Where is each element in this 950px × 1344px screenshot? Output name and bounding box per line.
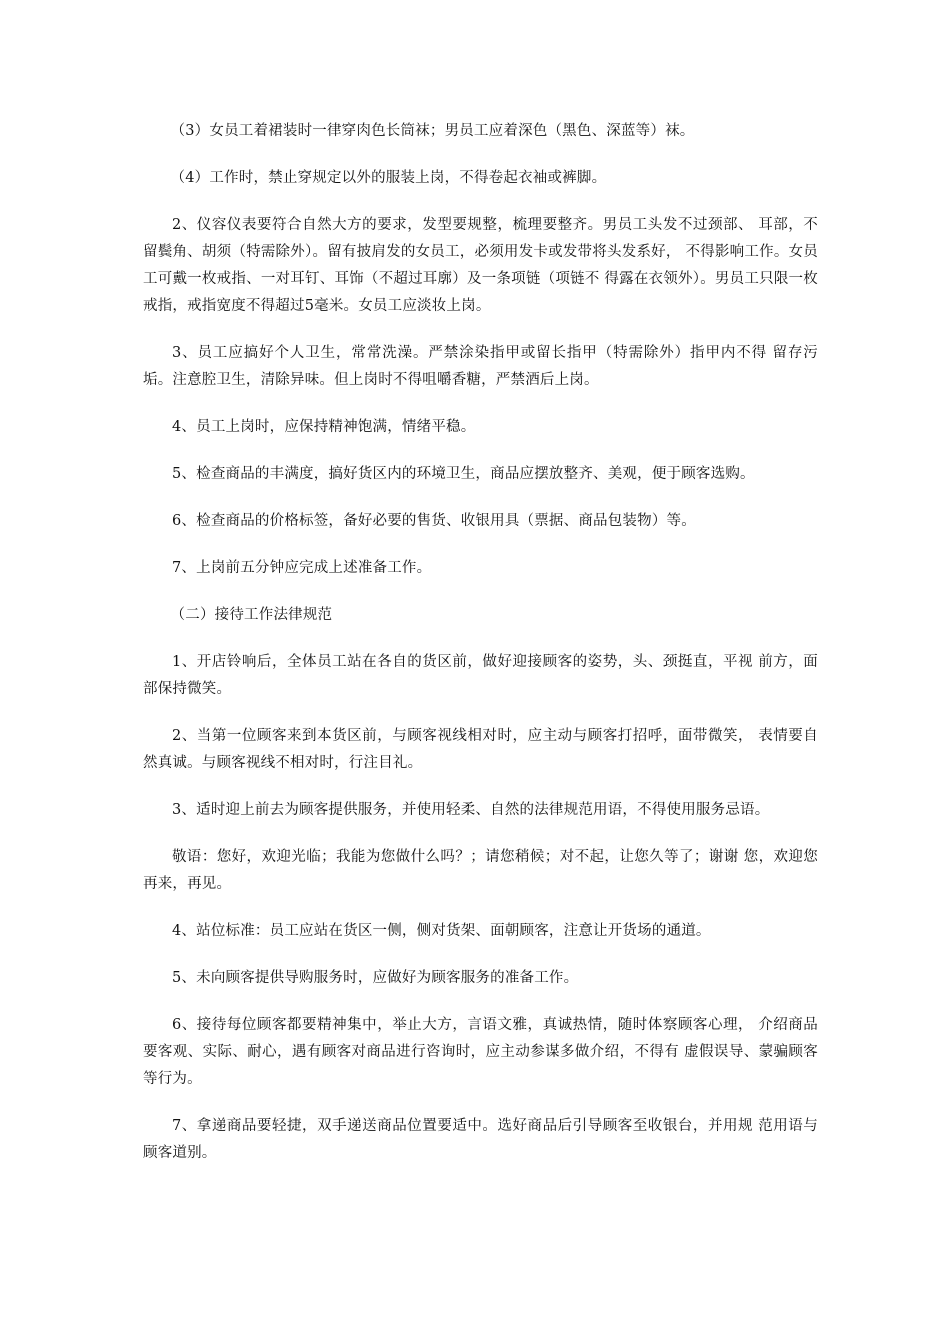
paragraph-standing-position: 4、站位标准：员工应站在货区一侧，侧对货架、面朝顾客，注意让开货场的通道。	[172, 923, 711, 939]
paragraph-uniform-rule: （4）工作时，禁止穿规定以外的服装上岗，不得卷起衣袖或裤脚。	[170, 170, 607, 186]
paragraph-polite-phrases: 敬语：您好，欢迎光临；我能为您做什么吗？；请您稍候；对不起，让您久等了；谢谢 您，欢迎您再来，再见。	[143, 849, 818, 892]
paragraph-first-customer: 2、当第一位顾客来到本货区前，与顾客视线相对时，应主动与顾客打招呼，面带微笑， 表情要自然真诚。与顾客视线不相对时，行注目礼。	[143, 728, 818, 771]
paragraph-appearance: 2、仪容仪表要符合自然大方的要求，发型要规整，梳理要整齐。男员工头发不过颈部、 耳部，不留鬓角、胡须（特需除外）。留有披肩发的女员工，必须用发卡或发带将头发系好， 不得影响工作。女员工可戴一枚戒指、一对耳钉、耳饰（不超过耳廓）及一条项链（项链不 得露在衣领外）。男员工只限一枚戒指，戒指宽度不得超过5毫米。女员工应淡妆上岗。	[143, 217, 818, 314]
paragraph-hygiene: 3、员工应搞好个人卫生，常常洗澡。严禁涂染指甲或留长指甲（特需除外）指甲内不得 留存污垢。注意腔卫生，清除异味。但上岗时不得咀嚼香糖，严禁酒后上岗。	[143, 345, 818, 388]
paragraph-spirit: 4、员工上岗时，应保持精神饱满，情绪平稳。	[172, 419, 476, 435]
paragraph-socks-rule: （3）女员工着裙装时一律穿肉色长筒袜；男员工应着深色（黑色、深蓝等）袜。	[170, 123, 695, 139]
paragraph-check-goods: 5、检查商品的丰满度，搞好货区内的环境卫生，商品应摆放整齐、美观，便于顾客选购。	[172, 466, 755, 482]
paragraph-idle-preparation: 5、未向顾客提供导购服务时，应做好为顾客服务的准备工作。	[172, 970, 579, 986]
paragraph-handing-goods: 7、拿递商品要轻捷，双手递送商品位置要适中。选好商品后引导顾客至收银台，并用规 范用语与顾客道别。	[143, 1118, 818, 1161]
paragraph-check-labels: 6、检查商品的价格标签，备好必要的售货、收银用具（票据、商品包装物）等。	[172, 513, 696, 529]
document-page	[143, 118, 818, 1187]
paragraph-attentive-service: 6、接待每位顾客都要精神集中，举止大方，言语文雅，真诚热情，随时体察顾客心理， 介绍商品要客观、实际、耐心，遇有顾客对商品进行咨询时，应主动参谋多做介绍，不得有 虚假误导、蒙骗顾客等行为。	[143, 1017, 818, 1087]
paragraph-preparation: 7、上岗前五分钟应完成上述准备工作。	[172, 560, 432, 576]
paragraph-opening: 1、开店铃响后，全体员工站在各自的货区前，做好迎接顾客的姿势，头、颈挺直，平视 前方，面部保持微笑。	[143, 654, 818, 697]
section-heading-reception: （二）接待工作法律规范	[170, 607, 333, 623]
paragraph-service-language: 3、适时迎上前去为顾客提供服务，并使用轻柔、自然的法律规范用语，不得使用服务忌语。	[172, 802, 770, 818]
